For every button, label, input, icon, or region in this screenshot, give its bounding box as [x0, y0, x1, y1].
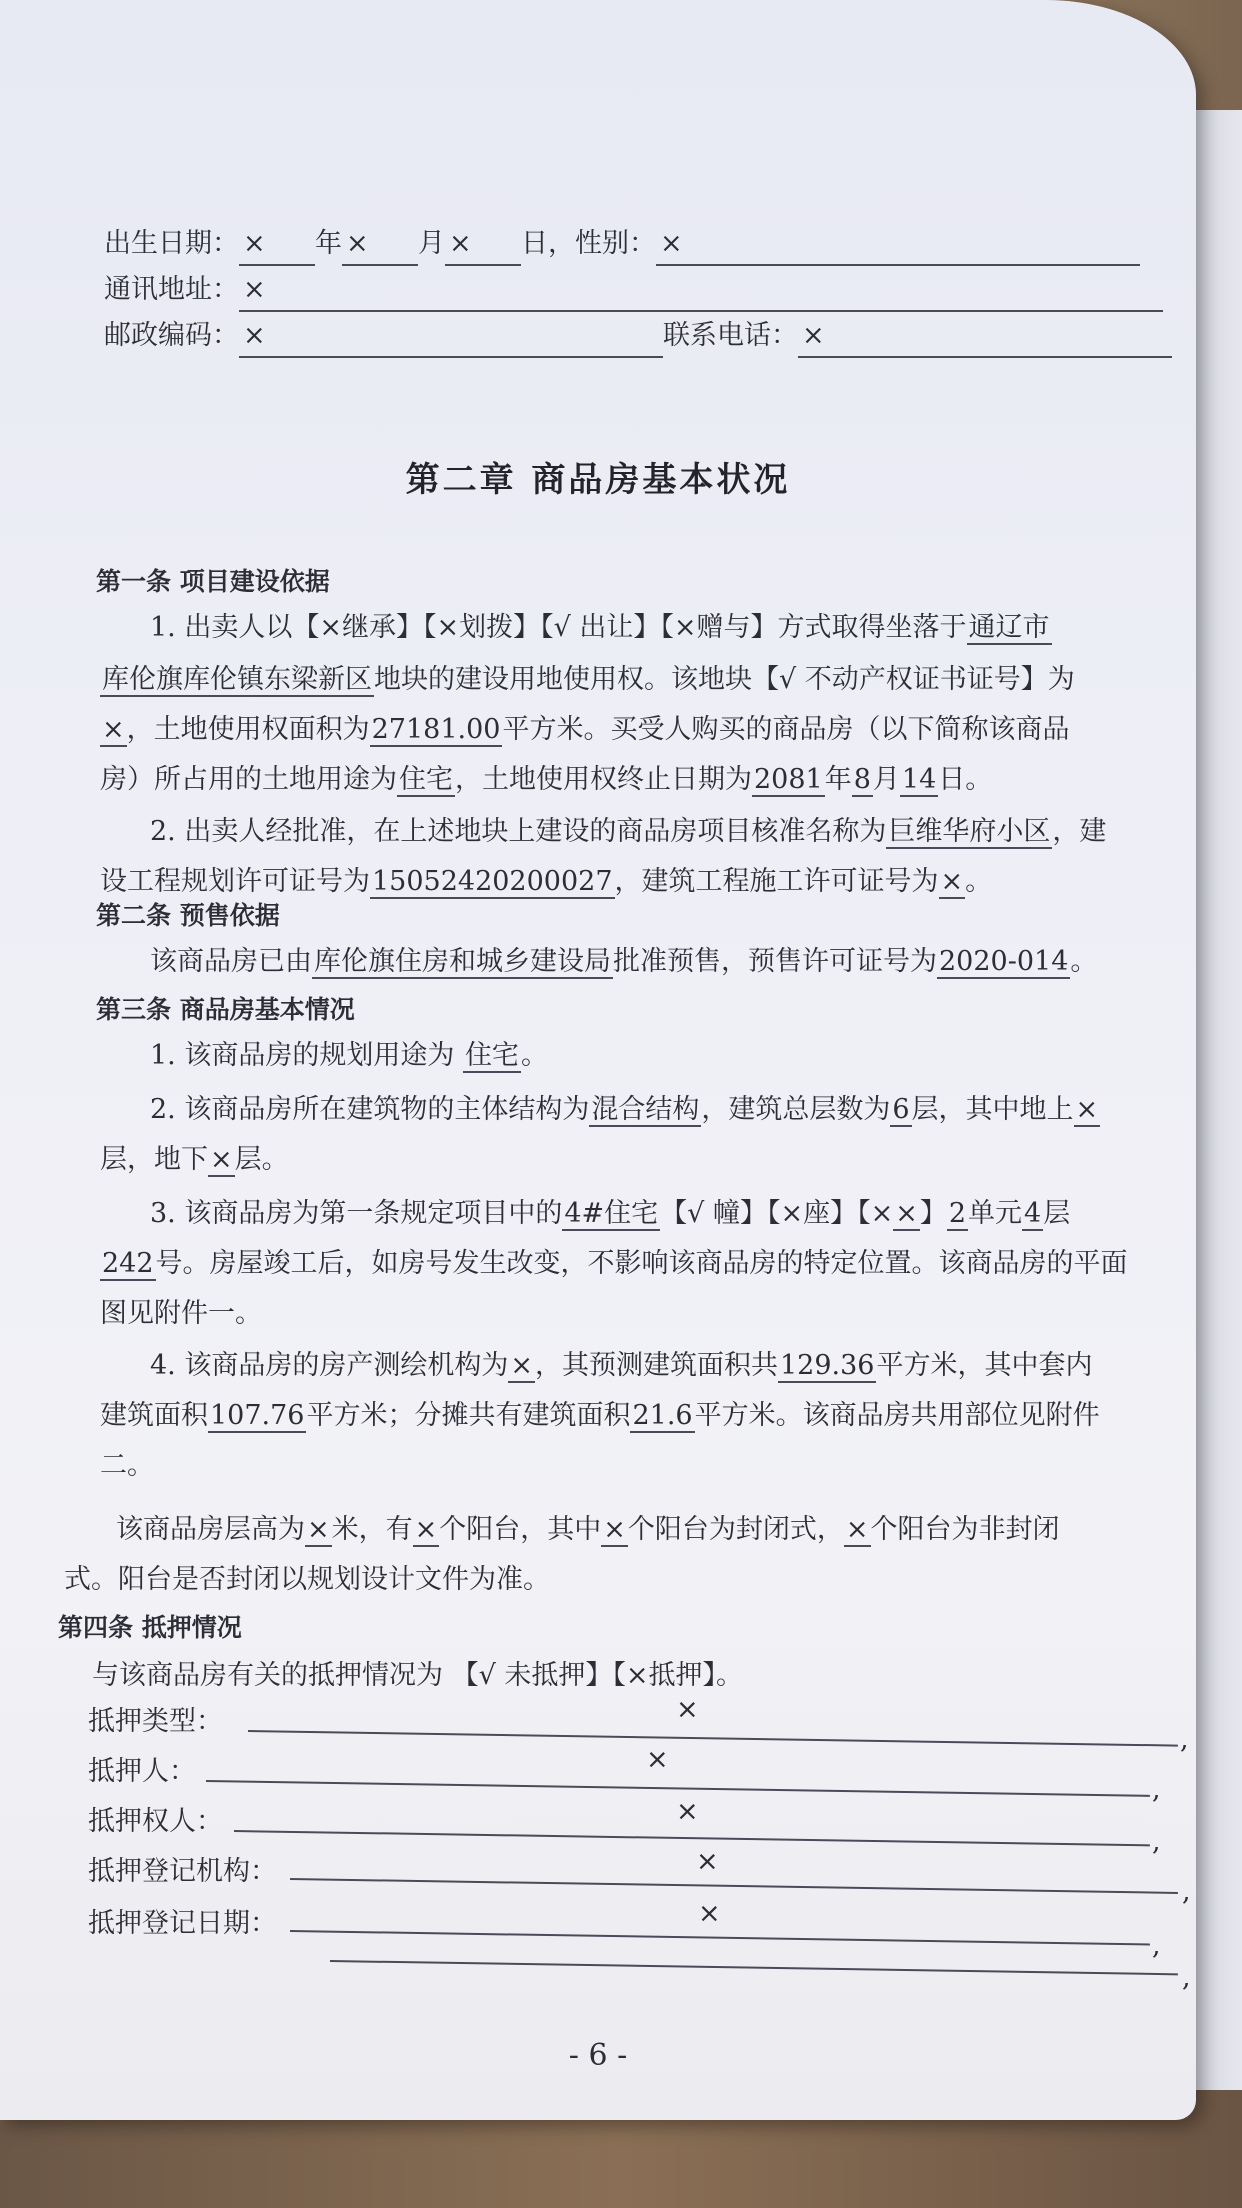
presale-permit-number: 2020-014 — [939, 946, 1069, 977]
phone-value: × — [798, 316, 1172, 358]
land-use: 住宅 — [399, 764, 453, 795]
registration-agency-comma: , — [1182, 1876, 1191, 1907]
article3-p4-line2: 建筑面积107.76平方米；分摊共有建筑面积21.6平方米。该商品房共用部位见附件 — [100, 1400, 1100, 1431]
mortgagor-comma: , — [1152, 1774, 1161, 1805]
floors-below: × — [210, 1144, 233, 1175]
room-number: 242 — [102, 1248, 154, 1279]
mortgagee-value: × — [676, 1796, 699, 1827]
balcony-count: × — [414, 1514, 438, 1545]
article3-heading: 第三条 商品房基本情况 — [96, 995, 355, 1024]
registration-agency-value: × — [696, 1846, 719, 1877]
floor-height: × — [307, 1514, 330, 1545]
mortgagee-underline — [234, 1830, 1150, 1846]
birth-month: × — [342, 224, 418, 266]
article2-heading: 第二条 预售依据 — [96, 901, 280, 930]
registration-date-underline-2 — [330, 1960, 1178, 1975]
article2-paragraph: 该商品房已由库伦旗住房和城乡建设局批准预售，预售许可证号为2020-014。 — [150, 946, 1098, 977]
article3-p5-line2: 式。阳台是否封闭以规划设计文件为准。 — [64, 1564, 550, 1595]
article3-p3-line2: 242号。房屋竣工后，如房号发生改变，不影响该商品房的特定位置。该商品房的平面 — [102, 1248, 1128, 1279]
mortgagor-label: 抵押人： — [88, 1756, 196, 1787]
inner-building-area: 107.76 — [210, 1400, 305, 1431]
article1-p2-line1: 2. 出卖人经批准，在上述地块上建设的商品房项目核准名称为巨维华府小区，建 — [150, 816, 1107, 847]
article3-p3-line1: 3. 该商品房为第一条规定项目中的4#住宅【√ 幢】【×座】【××】2单元4层 — [150, 1198, 1071, 1229]
article3-p2-line2: 层，地下×层。 — [100, 1144, 289, 1175]
address-value: × — [239, 270, 1163, 312]
main-structure: 混合结构 — [591, 1094, 700, 1125]
floors-above: × — [1075, 1094, 1099, 1125]
registration-agency-underline — [290, 1878, 1178, 1894]
presale-authority: 库伦旗住房和城乡建设局 — [314, 946, 611, 977]
postcode-value: × — [239, 316, 663, 358]
article1-p1-line4: 房）所占用的土地用途为住宅，土地使用权终止日期为2081年8月14日。 — [100, 764, 993, 795]
building-number: 4#住宅 — [564, 1198, 659, 1229]
article4-heading: 第四条 抵押情况 — [58, 1613, 242, 1642]
article3-p3-line3: 图见附件一。 — [100, 1298, 262, 1329]
mortgage-type-comma: , — [1180, 1724, 1189, 1755]
postcode-phone-line: 邮政编码： × 联系电话： × — [104, 316, 1172, 358]
registration-date-comma-2: , — [1182, 1962, 1191, 1993]
construction-permit-number: × — [940, 866, 964, 897]
closed-balcony-count: × — [603, 1514, 626, 1545]
registration-date-underline — [290, 1930, 1150, 1946]
mortgagor-value: × — [646, 1744, 669, 1775]
birth-line: 出生日期： × 年 × 月 × 日，性别： × — [104, 224, 1140, 266]
article1-p2-line2: 设工程规划许可证号为15052420200027，建筑工程施工许可证号为×。 — [100, 866, 993, 897]
gender-value: × — [656, 224, 1140, 266]
land-area: 27181.00 — [371, 714, 501, 745]
building-extra: × — [895, 1198, 918, 1229]
total-building-area: 129.36 — [779, 1350, 875, 1381]
shared-building-area: 21.6 — [632, 1400, 693, 1431]
end-month: 8 — [853, 764, 871, 795]
land-location-district: 库伦旗库伦镇东梁新区 — [102, 664, 372, 695]
article3-p4-line3: 二。 — [100, 1450, 154, 1481]
mortgagor-underline — [206, 1780, 1150, 1797]
mortgage-type-label: 抵押类型： — [88, 1706, 223, 1737]
unit-number: 2 — [948, 1198, 967, 1229]
article1-p1-line2: 库伦旗库伦镇东梁新区地块的建设用地使用权。该地块【√ 不动产权证书证号】为 — [102, 664, 1075, 695]
article1-p1-line3: ×，土地使用权面积为27181.00平方米。买受人购买的商品房（以下简称该商品 — [102, 714, 1070, 745]
article4-paragraph: 与该商品房有关的抵押情况为 【√ 未抵押】【×抵押】。 — [92, 1660, 743, 1691]
article1-heading: 第一条 项目建设依据 — [96, 567, 330, 596]
mortgagee-label: 抵押权人： — [88, 1806, 223, 1837]
article1-p1-line1: 1. 出卖人以【×继承】【×划拨】【√ 出让】【×赠与】方式取得坐落于通辽市 — [150, 612, 1050, 643]
article3-p2-line1: 2. 该商品房所在建筑物的主体结构为混合结构，建筑总层数为6层，其中地上× — [150, 1094, 1099, 1125]
birth-day: × — [445, 224, 521, 266]
mortgage-type-underline — [248, 1730, 1178, 1747]
total-floors: 6 — [892, 1094, 910, 1125]
birth-year: × — [239, 224, 315, 266]
planning-permit-number: 15052420200027 — [372, 866, 613, 897]
registration-date-comma: , — [1152, 1930, 1161, 1961]
article3-p1: 1. 该商品房的规划用途为 住宅。 — [150, 1040, 548, 1071]
project-name: 巨维华府小区 — [888, 816, 1051, 847]
page-number: - 6 - — [568, 2038, 628, 2073]
article3-p5-line1: 该商品房层高为×米，有×个阳台，其中×个阳台为封闭式，×个阳台为非封闭 — [116, 1514, 1060, 1545]
end-day: 14 — [901, 764, 937, 795]
chapter-title: 第二章 商品房基本状况 — [405, 460, 791, 500]
address-line: 通讯地址： × — [104, 270, 1163, 312]
floor-number: 4 — [1024, 1198, 1042, 1229]
mortgage-type-value: × — [676, 1694, 699, 1725]
registration-agency-label: 抵押登记机构： — [88, 1856, 277, 1887]
planned-use: 住宅 — [464, 1040, 519, 1071]
survey-agency: × — [510, 1350, 533, 1381]
mortgagee-comma: , — [1152, 1826, 1161, 1857]
registration-date-value: × — [698, 1898, 721, 1929]
registration-date-label: 抵押登记日期： — [88, 1908, 277, 1939]
open-balcony-count: × — [845, 1514, 869, 1545]
land-cert-number: × — [102, 714, 125, 745]
end-year: 2081 — [754, 764, 823, 795]
article3-p4-line1: 4. 该商品房的房产测绘机构为×，其预测建筑面积共129.36平方米，其中套内 — [150, 1350, 1093, 1381]
land-location-city: 通辽市 — [968, 612, 1050, 643]
